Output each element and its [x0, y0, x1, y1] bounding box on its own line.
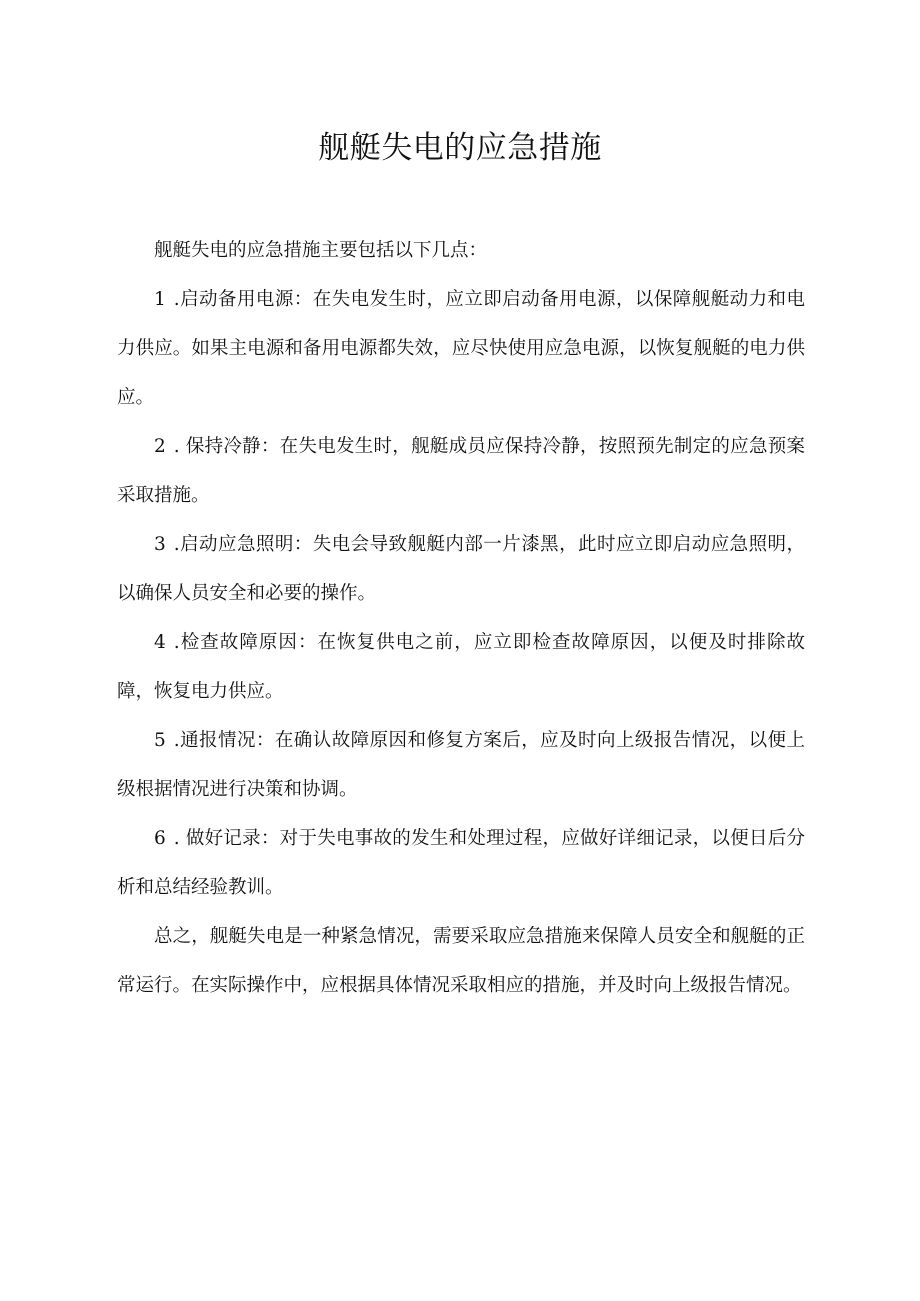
- item-text: .启动备用电源：在失电发生时，应立即启动备用电源，以保障舰艇动力和电力供应。如果主电源和备用电源都失效，应尽快使用应急电源，以恢复舰艇的电力供应。: [117, 289, 805, 408]
- item-text: .启动应急照明：失电会导致舰艇内部一片漆黑，此时应立即启动应急照明，以确保人员安全和必要的操作。: [117, 534, 805, 604]
- item-text: .通报情况：在确认故障原因和修复方案后，应及时向上级报告情况，以便上级根据情况进行决策和协调。: [117, 730, 805, 800]
- list-item: [117, 814, 805, 912]
- item-number: 5: [154, 730, 166, 751]
- item-number: 3: [154, 534, 166, 555]
- document-title: 舰艇失电的应急措施: [318, 130, 602, 166]
- item-text: . 保持冷静：在失电发生时，舰艇成员应保持冷静，按照预先制定的应急预案采取措施。: [117, 436, 805, 506]
- list-item: [117, 275, 805, 422]
- item-number: 4: [154, 632, 166, 653]
- list-item: [117, 422, 805, 520]
- item-number: 1: [154, 289, 166, 310]
- list-item: [117, 520, 805, 618]
- intro-paragraph: 舰艇失电的应急措施主要包括以下几点：: [154, 240, 488, 261]
- item-number: 6: [154, 828, 166, 849]
- conclusion-paragraph: 总之，舰艇失电是一种紧急情况，需要采取应急措施来保障人员安全和舰艇的正常运行。在实际操作中，应根据具体情况采取相应的措施，并及时向上级报告情况。: [117, 926, 805, 996]
- list-item: [117, 618, 805, 716]
- document-body: [117, 226, 805, 1010]
- item-text: . 做好记录：对于失电事故的发生和处理过程，应做好详细记录，以便日后分析和总结经验教训。: [117, 828, 805, 898]
- list-item: [117, 716, 805, 814]
- item-number: 2: [154, 436, 166, 457]
- item-text: .检查故障原因：在恢复供电之前，应立即检查故障原因，以便及时排除故障，恢复电力供应。: [117, 632, 805, 702]
